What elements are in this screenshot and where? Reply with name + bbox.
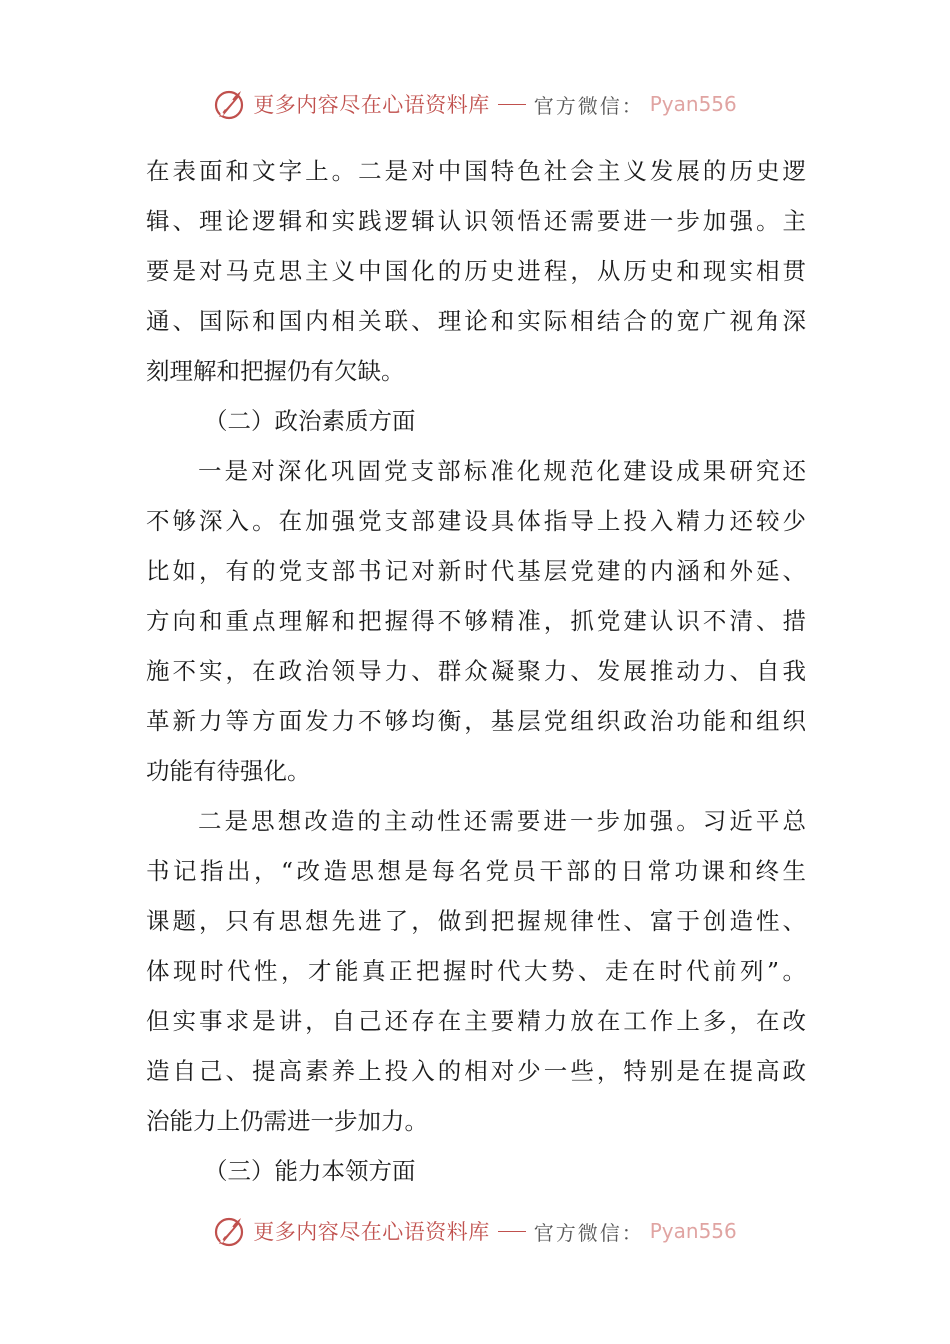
body-line: 刻理解和把握仍有欠缺。 — [146, 357, 405, 385]
section-heading: （三）能力本领方面 — [204, 1157, 416, 1185]
body-line: 二是思想改造的主动性还需要进一步加强。习近平总 — [198, 807, 806, 835]
watermark-header — [0, 84, 950, 124]
quill-pen-circle-icon — [213, 87, 247, 121]
body-line: 功能有待强化。 — [146, 757, 311, 785]
body-line: 治能力上仍需进一步加力。 — [146, 1107, 428, 1135]
body-line: 在表面和文字上。二是对中国特色社会主义发展的历史逻 — [146, 157, 806, 185]
section-heading: （二）政治素质方面 — [204, 407, 416, 435]
body-line: 但实事求是讲，自己还存在主要精力放在工作上多，在改 — [146, 1007, 806, 1035]
body-line: 辑、理论逻辑和实践逻辑认识领悟还需要进一步加强。主 — [146, 207, 806, 235]
watermark-footer — [0, 1211, 950, 1251]
watermark-text: 更多内容尽在心语资料库 — [253, 1220, 490, 1244]
watermark-separator — [498, 1231, 526, 1232]
body-line: 革新力等方面发力不够均衡，基层党组织政治功能和组织 — [146, 707, 806, 735]
quill-pen-circle-icon — [213, 1214, 247, 1248]
watermark-official-label: 官方微信： — [533, 93, 644, 118]
watermark-wechat-id: Pyan556 — [649, 1219, 737, 1243]
body-line: 一是对深化巩固党支部标准化规范化建设成果研究还 — [198, 457, 806, 485]
body-line: 比如，有的党支部书记对新时代基层党建的内涵和外延、 — [146, 557, 806, 585]
document-body — [146, 146, 806, 1196]
body-line: 通、国际和国内相关联、理论和实际相结合的宽广视角深 — [146, 307, 806, 335]
body-line: 课题，只有思想先进了，做到把握规律性、富于创造性、 — [146, 907, 806, 935]
body-line: 要是对马克思主义中国化的历史进程，从历史和现实相贯 — [146, 257, 806, 285]
body-line: 不够深入。在加强党支部建设具体指导上投入精力还较少 — [146, 507, 806, 535]
body-line: 体现时代性，才能真正把握时代大势、走在时代前列”。 — [146, 957, 806, 985]
watermark-wechat-id: Pyan556 — [649, 92, 737, 116]
body-line: 施不实，在政治领导力、群众凝聚力、发展推动力、自我 — [146, 657, 806, 685]
watermark-separator — [498, 104, 526, 105]
body-line: 造自己、提高素养上投入的相对少一些，特别是在提高政 — [146, 1057, 806, 1085]
watermark-official-label: 官方微信： — [533, 1220, 644, 1245]
body-line: 书记指出，“改造思想是每名党员干部的日常功课和终生 — [146, 857, 806, 885]
watermark-text: 更多内容尽在心语资料库 — [253, 93, 490, 117]
body-line: 方向和重点理解和把握得不够精准，抓党建认识不清、措 — [146, 607, 806, 635]
